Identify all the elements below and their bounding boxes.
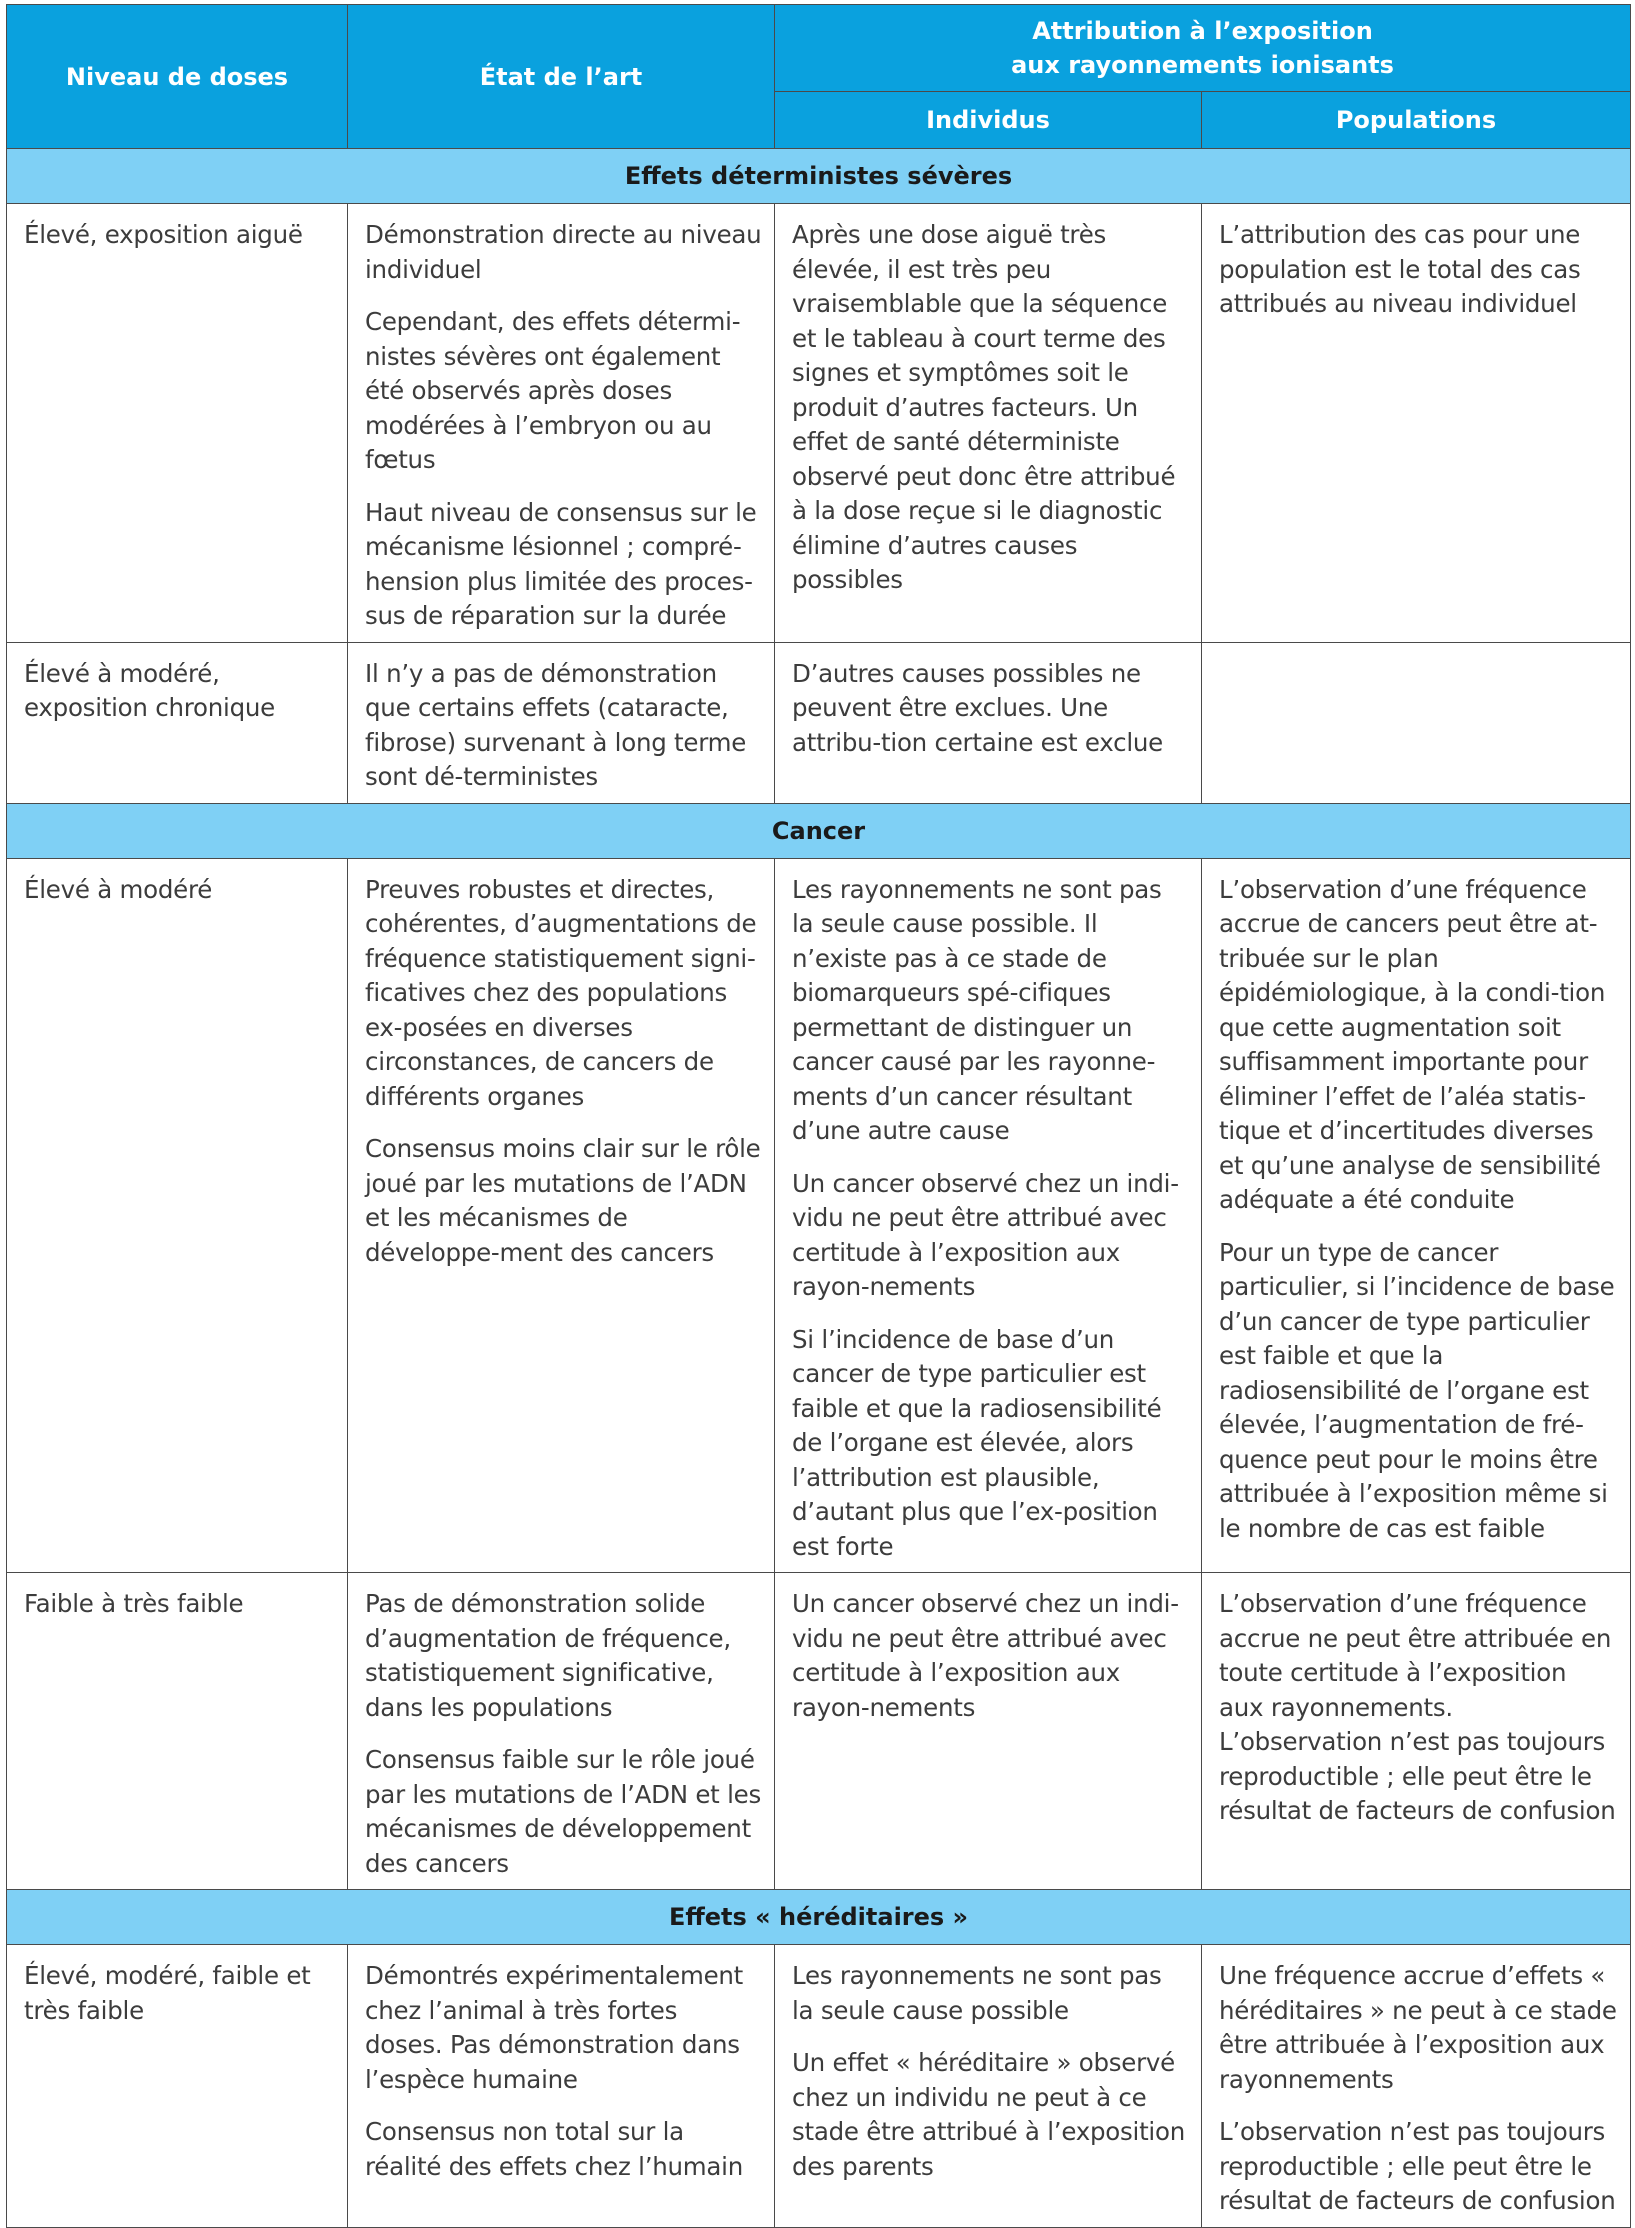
- cell-etat: [348, 1573, 775, 1890]
- cell-populations: [1202, 642, 1631, 803]
- table-row: [7, 1945, 1631, 2228]
- cell-individus: [775, 1945, 1202, 2228]
- paragraph: Les rayonnements ne sont pas la seule cause possible. Il n’existe pas à ce stade de biomarqueurs spé-cifiques permettant de distinguer un cancer causé par les rayonne-ments d’un cancer résultant d’une autre cause: [792, 874, 1162, 1145]
- paragraph: D’autres causes possibles ne peuvent être exclues. Une attribu-tion certaine est exclue: [792, 658, 1163, 757]
- paragraph: Si l’incidence de base d’un cancer de type particulier est faible et que la radiosensibilité de l’organe est élevée, alors l’attribution est plausible, d’autant plus que l’ex-position est forte: [792, 1324, 1162, 1561]
- section-title: Effets « héréditaires »: [7, 1890, 1631, 1945]
- paragraph: L’observation d’une fréquence accrue ne peut être attribuée en toute certitude à l’exposition aux rayonnements. L’observation n’est pas toujours reproductible ; elle peut être le résultat de facteurs de confusion: [1219, 1589, 1616, 1825]
- cell-individus: [775, 1573, 1202, 1890]
- paragraph: Cependant, des effets détermi-nistes sévères ont également été observés après doses modérées à l’embryon ou au fœtus: [365, 307, 741, 474]
- paragraph: Pas de démonstration solide d’augmentation de fréquence, statistiquement significative, dans les populations: [365, 1589, 731, 1722]
- section-row: [7, 1890, 1631, 1945]
- paragraph: Consensus non total sur la réalité des effets chez l’humain: [365, 2117, 744, 2181]
- cell-populations: [1202, 1573, 1631, 1890]
- cell-individus: [775, 204, 1202, 643]
- table-body: [7, 149, 1631, 2228]
- table-row: [7, 204, 1631, 643]
- cell-niveau: [7, 858, 348, 1573]
- paragraph: Preuves robustes et directes, cohérentes, d’augmentations de fréquence statistiquement signi-ficatives chez des populations ex-posées en diverses circonstances, de cancers de différents organes: [365, 874, 757, 1111]
- cell-niveau: [7, 204, 348, 643]
- paragraph: Une fréquence accrue d’effets « héréditaires » ne peut à ce stade être attribuée à l’exposition aux rayonnements: [1219, 1961, 1617, 2094]
- section-title: Cancer: [7, 803, 1631, 858]
- niveau-text: Élevé, exposition aiguë: [24, 220, 303, 249]
- attribution-table: [6, 4, 1631, 2228]
- section-row: [7, 149, 1631, 204]
- niveau-text: Élevé à modéré: [24, 874, 213, 904]
- cell-niveau: [7, 642, 348, 803]
- paragraph: Un cancer observé chez un indi-vidu ne peut être attribué avec certitude à l’exposition aux rayon-nements: [792, 1168, 1179, 1301]
- cell-etat: [348, 642, 775, 803]
- paragraph: Consensus moins clair sur le rôle joué par les mutations de l’ADN et les mécanismes de développe-ment des cancers: [365, 1134, 761, 1267]
- paragraph: Pour un type de cancer particulier, si l’incidence de base d’un cancer de type particulier est faible et que la radiosensibilité de l’organe est élevée, l’augmentation de fré-quence peut pour le moins être attribuée à l’exposition même si le nombre de cas est faible: [1219, 1237, 1615, 1543]
- paragraph: Consensus faible sur le rôle joué par les mutations de l’ADN et les mécanismes de développement des cancers: [365, 1745, 761, 1878]
- paragraph: L’observation n’est pas toujours reproductible ; elle peut être le résultat de facteurs de confusion: [1219, 2117, 1616, 2215]
- header-etat-de-l-art: État de l’art: [348, 5, 775, 149]
- cell-etat: [348, 1945, 775, 2228]
- header-populations: Populations: [1202, 92, 1631, 149]
- cell-populations: [1202, 204, 1631, 643]
- paragraph: L’observation d’une fréquence accrue de cancers peut être at-tribuée sur le plan épidémiologique, à la condi-tion que cette augmentation soit suffisamment importante pour éliminer l’effet de l’aléa statis-tique et d’incertitudes diverses et qu’une analyse de sensibilité adéquate a été conduite: [1219, 874, 1606, 1214]
- cell-populations: [1202, 858, 1631, 1573]
- cell-niveau: [7, 1945, 348, 2228]
- paragraph: Démontrés expérimentalement chez l’animal à très fortes doses. Pas démonstration dans l’espèce humaine: [365, 1961, 744, 2094]
- header-attribution: [775, 5, 1631, 92]
- section-title: Effets déterministes sévères: [7, 149, 1631, 204]
- niveau-text: Élevé, modéré, faible et très faible: [24, 1961, 311, 2025]
- paragraph: Les rayonnements ne sont pas la seule cause possible: [792, 1961, 1162, 2025]
- paragraph: Haut niveau de consensus sur le mécanisme lésionnel ; compré-hension plus limitée des proces-sus de réparation sur la durée: [365, 497, 757, 630]
- niveau-text: Faible à très faible: [24, 1589, 244, 1618]
- paragraph: Après une dose aiguë très élevée, il est très peu vraisemblable que la séquence et le tableau à court terme des signes et symptômes soit le produit d’autres facteurs. Un effet de santé déterministe observé peut donc être attribué à la dose reçue si le diagnostic élimine d’autres causes possibles: [792, 220, 1176, 594]
- paragraph: Un cancer observé chez un indi-vidu ne peut être attribué avec certitude à l’exposition aux rayon-nements: [792, 1589, 1179, 1722]
- header-attribution-line2: aux rayonnements ionisants: [1011, 51, 1394, 79]
- paragraph: L’attribution des cas pour une population est le total des cas attribués au niveau individuel: [1219, 220, 1581, 318]
- table-header: [7, 5, 1631, 149]
- attribution-table-document: [6, 4, 1630, 2228]
- cell-populations: [1202, 1945, 1631, 2228]
- cell-etat: [348, 858, 775, 1573]
- cell-individus: [775, 858, 1202, 1573]
- table-row: [7, 858, 1631, 1573]
- header-attribution-line1: Attribution à l’exposition: [1032, 17, 1373, 45]
- section-row: [7, 803, 1631, 858]
- paragraph: Démonstration directe au niveau individuel: [365, 220, 762, 284]
- table-row: [7, 642, 1631, 803]
- niveau-text: Élevé à modéré, exposition chronique: [24, 658, 275, 722]
- header-niveau-de-doses: Niveau de doses: [7, 5, 348, 149]
- table-row: [7, 1573, 1631, 1890]
- cell-individus: [775, 642, 1202, 803]
- paragraph: Il n’y a pas de démonstration que certains effets (cataracte, fibrose) survenant à long terme sont dé-terministes: [365, 658, 747, 791]
- paragraph: Un effet « héréditaire » observé chez un individu ne peut à ce stade être attribué à l’exposition des parents: [792, 2048, 1185, 2181]
- header-individus: Individus: [775, 92, 1202, 149]
- cell-etat: [348, 204, 775, 643]
- cell-niveau: [7, 1573, 348, 1890]
